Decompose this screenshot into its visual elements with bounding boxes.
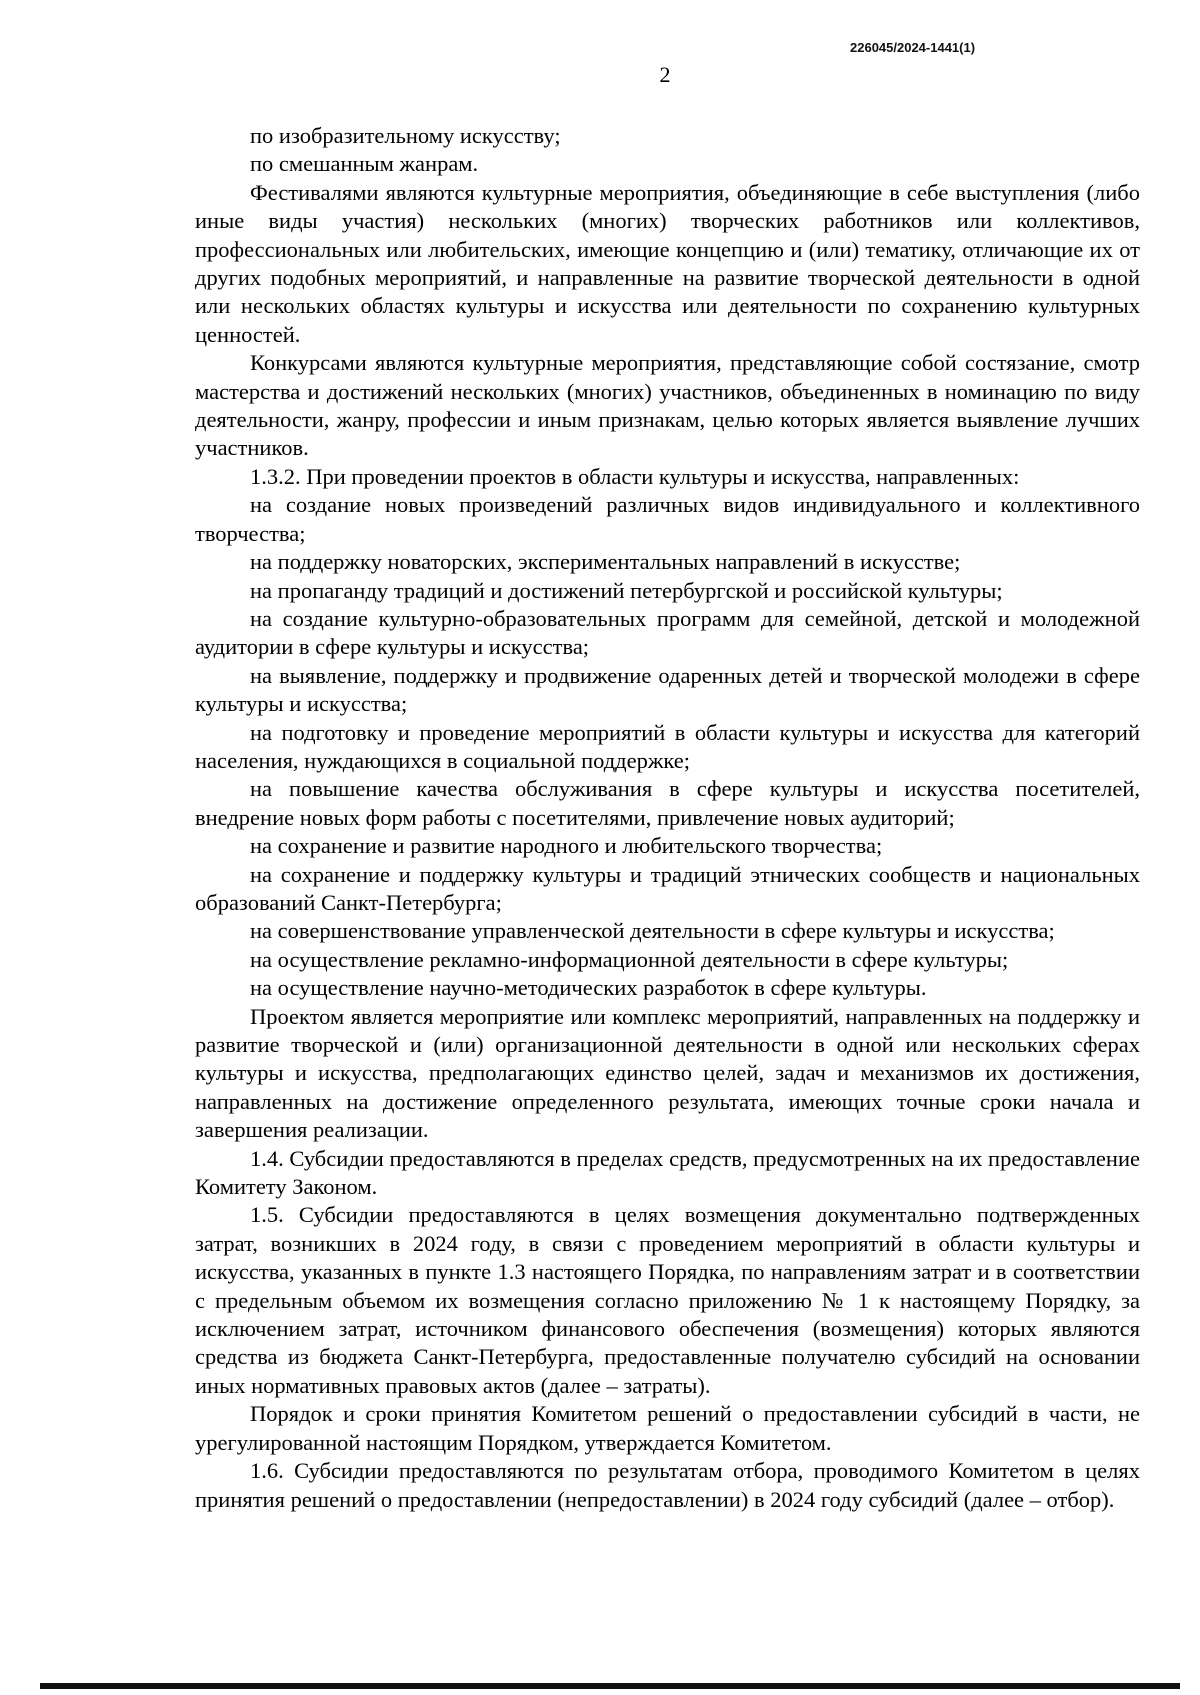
document-id: 226045/2024-1441(1): [850, 40, 976, 55]
paragraph: по смешанным жанрам.: [250, 151, 479, 177]
paragraph: Фестивалями являются культурные мероприятия, объединяющие в себе выступления (либо иные виды участия) нескольких (многих) творческих работников или коллективов, профессиональных или любительских, имеющие концепцию и (или) тематику, отличающие их от других подобных мероприятий, и направленные на развитие творческой деятельности в одной или нескольких областях культуры и искусства или деятельности по сохранению культурных ценностей.: [195, 179, 1140, 347]
paragraph: по изобразительному искусству;: [250, 123, 561, 148]
paragraph: на осуществление рекламно-информационной деятельности в сфере культуры;: [250, 946, 1009, 972]
paragraph: 1.3.2. При проведении проектов в области культуры и искусства, направленных:: [250, 463, 1020, 489]
paragraph: 1.6. Субсидии предоставляются по результатам отбора, проводимого Комитетом в целях принятия решений о предоставлении (непредоставлении) в 2024 году субсидий (далее – отбор).: [195, 1458, 1140, 1512]
paragraph: Проектом является мероприятие или комплекс мероприятий, направленных на поддержку и развитие творческой и (или) организационной деятельности в одной или нескольких сферах культуры и искусства, предполагающих единство целей, задач и механизмов их достижения, направленных на достижение определенного результата, имеющих точные сроки начала и завершения реализации.: [195, 1003, 1140, 1143]
page-number: 2: [659, 62, 671, 87]
paragraph: 1.4. Субсидии предоставляются в пределах средств, предусмотренных на их предоставление Комитету Законом.: [195, 1145, 1140, 1200]
paragraph: на совершенствование управленческой деятельности в сфере культуры и искусства;: [250, 918, 1055, 944]
paragraph: на повышение качества обслуживания в сфере культуры и искусства посетителей, внедрение новых форм работы с посетителями, привлечение новых аудиторий;: [195, 776, 1140, 830]
paragraph: Конкурсами являются культурные мероприятия, представляющие собой состязание, смотр мастерства и достижений нескольких (многих) участников, объединенных в номинацию по виду деятельности, жанру, профессии и иным признакам, целью которых является выявление лучших участников.: [195, 350, 1140, 461]
paragraph: на создание культурно-образовательных программ для семейной, детской и молодежной аудитории в сфере культуры и искусства;: [195, 605, 1140, 660]
paragraph: на выявление, поддержку и продвижение одаренных детей и творческой молодежи в сфере культуры и искусства;: [195, 662, 1140, 717]
document-body: [195, 122, 1140, 1514]
paragraph: на осуществление научно-методических разработок в сфере культуры.: [250, 975, 927, 1001]
paragraph: 1.5. Субсидии предоставляются в целях возмещения документально подтвержденных затрат, возникших в 2024 году, в связи с проведением мероприятий в области культуры и искусства, указанных в пункте 1.3 настоящего Порядка, по направлениям затрат и в соответствии с предельным объемом их возмещения согласно приложению № 1 к настоящему Порядку, за исключением затрат, источником финансового обеспечения (возмещения) которых являются средства из бюджета Санкт-Петербурга, предоставленные получателю субсидий на основании иных нормативных правовых актов (далее – затраты).: [195, 1202, 1140, 1398]
paragraph: на поддержку новаторских, экспериментальных направлений в искусстве;: [250, 549, 961, 575]
paragraph: на пропаганду традиций и достижений петербургской и российской культуры;: [250, 577, 1003, 603]
scan-edge-rule: [40, 1683, 1180, 1689]
paragraph: на создание новых произведений различных видов индивидуального и коллективного творчества;: [195, 492, 1140, 546]
paragraph: Порядок и сроки принятия Комитетом решений о предоставлении субсидий в части, не урегулированной настоящим Порядком, утверждается Комитетом.: [195, 1401, 1140, 1455]
paragraph: на подготовку и проведение мероприятий в области культуры и искусства для категорий населения, нуждающихся в социальной поддержке;: [195, 719, 1140, 773]
paragraph: на сохранение и поддержку культуры и традиций этнических сообществ и национальных образований Санкт-Петербурга;: [195, 861, 1140, 915]
paragraph: на сохранение и развитие народного и любительского творчества;: [250, 833, 883, 859]
